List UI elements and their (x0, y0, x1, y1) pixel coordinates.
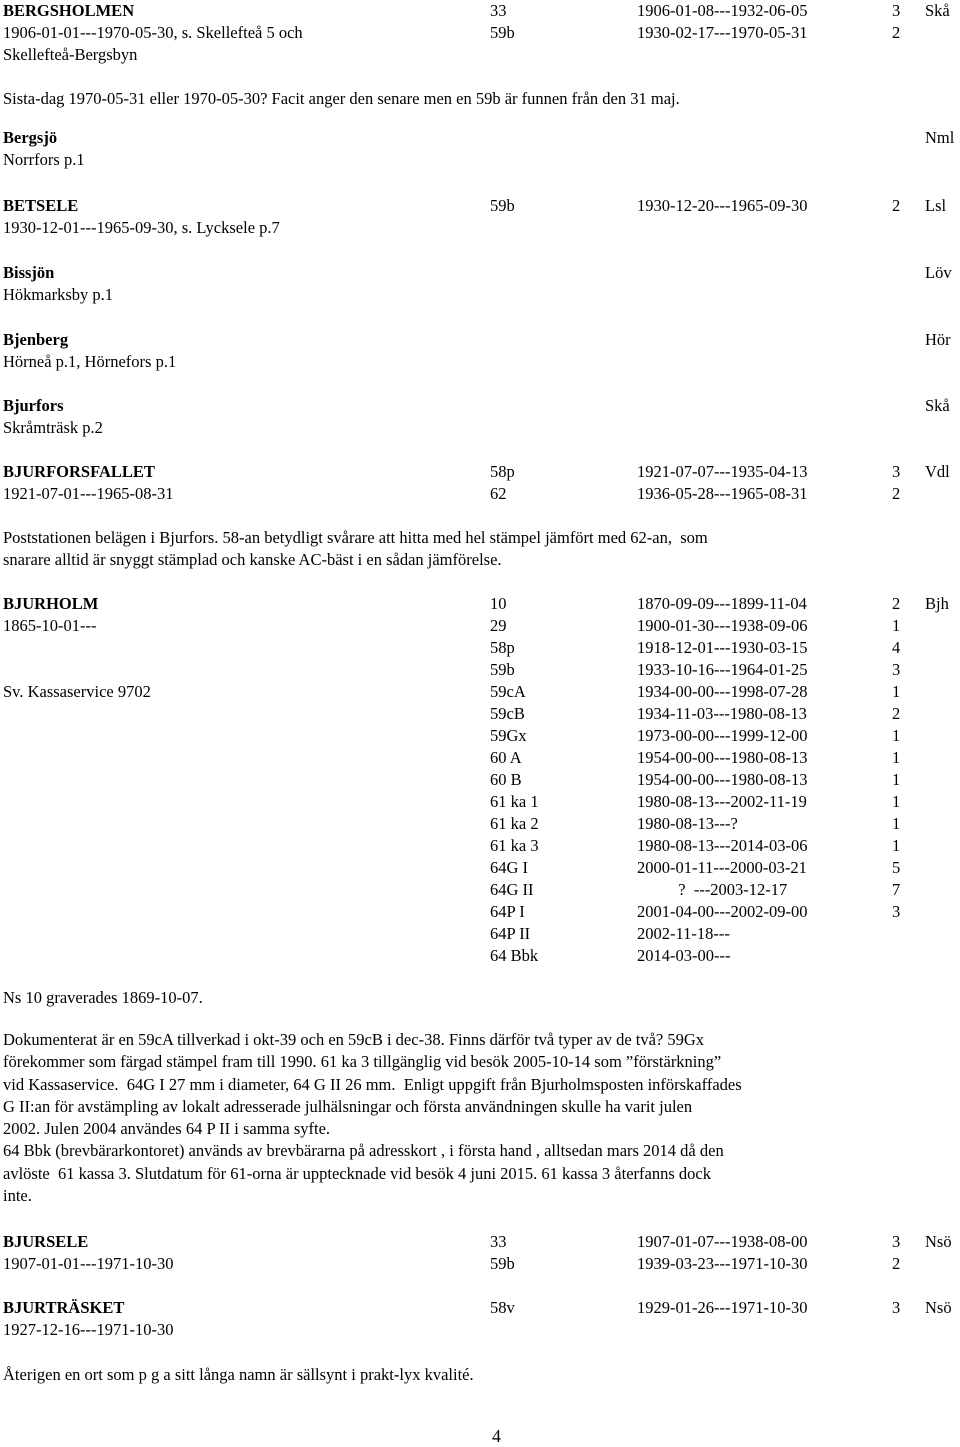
paragraph-line: Poststationen belägen i Bjurfors. 58-an betydligt svårare att hitta med hel stämpel jämfört med 62-an, som (3, 528, 708, 547)
entry-text: Skråmträsk p.2 (3, 418, 103, 437)
stamp-type: 33 (490, 1232, 507, 1251)
stamp-type: 64G I (490, 858, 529, 877)
region-code: Vdl (925, 462, 950, 481)
date-range: 1929-01-26---1971-10-30 (637, 1298, 808, 1317)
stamp-type: 10 (490, 594, 507, 613)
rarity-value: 3 (892, 660, 901, 679)
rarity-value: 2 (892, 704, 901, 723)
entry-text: Norrfors p.1 (3, 150, 85, 169)
entry-text: BETSELE (3, 196, 79, 215)
date-range: 1936-05-28---1965-08-31 (637, 484, 808, 503)
entry-text: 1921-07-01---1965-08-31 (3, 484, 174, 503)
stamp-type: 59b (490, 196, 515, 215)
stamp-type: 59cB (490, 704, 525, 723)
document-line (0, 88, 960, 110)
region-code: Skå (925, 1, 950, 20)
document-line (0, 217, 960, 239)
rarity-value: 3 (892, 1, 901, 20)
document-line (0, 791, 960, 813)
entry-text: Sv. Kassaservice 9702 (3, 682, 151, 701)
document-line (0, 637, 960, 659)
date-range: 1906-01-08---1932-06-05 (637, 1, 808, 20)
document-line (0, 813, 960, 835)
date-range: 1980-08-13---2002-11-19 (637, 792, 807, 811)
date-range: 1930-02-17---1970-05-31 (637, 23, 808, 42)
paragraph-line: 64 Bbk (brevbärarkontoret) används av brevbärarna på adresskort , i första hand , alltsedan mars 2014 då den (3, 1141, 724, 1161)
date-range: 2001-04-00---2002-09-00 (637, 902, 808, 921)
stamp-type: 60 A (490, 748, 522, 767)
rarity-value: 3 (892, 1232, 901, 1251)
document-line (0, 769, 960, 791)
document-line (0, 835, 960, 857)
stamp-type: 61 ka 1 (490, 792, 539, 811)
entry-text: Bergsjö (3, 128, 58, 147)
region-code: Hör (925, 330, 951, 349)
document-line (0, 461, 960, 483)
stamp-type: 58p (490, 462, 515, 481)
document-line (0, 901, 960, 923)
entry-text: Hökmarksby p.1 (3, 285, 113, 304)
stamp-type: 59b (490, 23, 515, 42)
date-range: 1870-09-09---1899-11-04 (637, 594, 807, 613)
rarity-value: 2 (892, 484, 901, 503)
document-line (0, 703, 960, 725)
rarity-value: 3 (892, 1298, 901, 1317)
entry-text: 1906-01-01---1970-05-30, s. Skellefteå 5 och (3, 23, 303, 42)
document-line (0, 22, 960, 44)
document-line (0, 879, 960, 901)
rarity-value: 1 (892, 836, 901, 855)
entry-text: 1930-12-01---1965-09-30, s. Lycksele p.7 (3, 218, 280, 237)
date-range: 1933-10-16---1964-01-25 (637, 660, 808, 679)
stamp-type: 64G II (490, 880, 534, 899)
rarity-value: 5 (892, 858, 901, 877)
document-line (0, 1253, 960, 1275)
entry-text: Bjenberg (3, 330, 69, 349)
paragraph-line: 2002. Julen 2004 användes 64 P II i samma syfte. (3, 1119, 331, 1139)
region-code: Skå (925, 396, 950, 415)
date-range: 2000-01-11---2000-03-21 (637, 858, 807, 877)
region-code: Nsö (925, 1232, 952, 1251)
paragraph-line: G II:an för avstämpling av lokalt adresserade julhälsningar och första användningen skulle ha varit julen (3, 1096, 693, 1116)
paragraph-line: Dokumenterat är en 59cA tillverkad i okt-39 och en 59cB i dec-38. Finns därför två typer av de två? 59Gx (3, 1030, 705, 1049)
document-line (0, 195, 960, 217)
stamp-type: 62 (490, 484, 507, 503)
rarity-value: 3 (892, 902, 901, 921)
document-line (0, 351, 960, 373)
paragraph-line: förekommer som färgad stämpel fram till 1990. 61 ka 3 tillgänglig vid besök 2005-10-14 som ”förstärkning” (3, 1052, 722, 1072)
document-line (0, 262, 960, 284)
stamp-type: 29 (490, 616, 507, 635)
rarity-value: 1 (892, 726, 901, 745)
entry-text: 1907-01-01---1971-10-30 (3, 1254, 174, 1273)
stamp-type: 59cA (490, 682, 526, 701)
stamp-type: 60 B (490, 770, 522, 789)
stamp-type: 64P I (490, 902, 525, 921)
document-line (0, 747, 960, 769)
date-range: 1918-12-01---1930-03-15 (637, 638, 808, 657)
document-line (0, 417, 960, 439)
document-line (0, 593, 960, 615)
region-code: Nsö (925, 1298, 952, 1317)
rarity-value: 2 (892, 594, 901, 613)
stamp-type: 64 Bbk (490, 946, 539, 965)
paragraph-line: snarare alltid är snyggt stämplad och kanske AC-bäst i en sådan jämförelse. (3, 550, 502, 570)
document-line (0, 329, 960, 351)
date-range: 1934-11-03---1980-08-13 (637, 704, 807, 723)
document-line (0, 987, 960, 1009)
document-line (0, 1364, 960, 1386)
rarity-value: 4 (892, 638, 901, 657)
document-line (0, 725, 960, 747)
date-range: 1954-00-00---1980-08-13 (637, 748, 808, 767)
date-range: 1980-08-13---2014-03-06 (637, 836, 808, 855)
entry-text: Sista-dag 1970-05-31 eller 1970-05-30? Facit anger den senare men en 59b är funnen från den 31 maj. (3, 89, 680, 108)
entry-text: BJURHOLM (3, 594, 99, 613)
rarity-value: 1 (892, 770, 901, 789)
date-range: 1939-03-23---1971-10-30 (637, 1254, 808, 1273)
region-code: Bjh (925, 594, 949, 613)
rarity-value: 2 (892, 196, 901, 215)
entry-text: 1927-12-16---1971-10-30 (3, 1320, 174, 1339)
document-line (0, 1231, 960, 1253)
document-line (0, 483, 960, 505)
stamp-type: 61 ka 2 (490, 814, 539, 833)
date-range: 1907-01-07---1938-08-00 (637, 1232, 808, 1251)
document-line (0, 1319, 960, 1341)
date-range: 1934-00-00---1998-07-28 (637, 682, 808, 701)
rarity-value: 2 (892, 1254, 901, 1273)
region-code: Löv (925, 263, 952, 282)
paragraph-line: inte. (3, 1186, 32, 1206)
rarity-value: 1 (892, 792, 901, 811)
document-line (0, 615, 960, 637)
stamp-type: 61 ka 3 (490, 836, 539, 855)
rarity-value: 3 (892, 462, 901, 481)
date-range: ? ---2003-12-17 (637, 880, 788, 899)
date-range: 1930-12-20---1965-09-30 (637, 196, 808, 215)
entry-text: Skellefteå-Bergsbyn (3, 45, 138, 64)
rarity-value: 7 (892, 880, 901, 899)
entry-text: BERGSHOLMEN (3, 1, 135, 20)
date-range: 2002-11-18--- (637, 924, 730, 943)
document-line (0, 149, 960, 171)
document-line (0, 395, 960, 417)
entry-text: Bissjön (3, 263, 55, 282)
document-line (0, 659, 960, 681)
entry-text: Återigen en ort som p g a sitt långa namn är sällsynt i prakt-lyx kvalité. (3, 1365, 474, 1384)
page-number: 4 (492, 1426, 501, 1446)
stamp-type: 59b (490, 1254, 515, 1273)
date-range: 1980-08-13---? (637, 814, 738, 833)
date-range: 2014-03-00--- (637, 946, 731, 965)
stamp-type: 58v (490, 1298, 515, 1317)
stamp-type: 64P II (490, 924, 531, 943)
document-line (0, 923, 960, 945)
entry-text: BJURTRÄSKET (3, 1298, 125, 1317)
document-line (0, 127, 960, 149)
rarity-value: 1 (892, 814, 901, 833)
date-range: 1973-00-00---1999-12-00 (637, 726, 808, 745)
document-line (0, 945, 960, 967)
region-code: Nml (925, 128, 955, 147)
document-line (0, 284, 960, 306)
document-line (0, 1297, 960, 1319)
rarity-value: 2 (892, 23, 901, 42)
stamp-type: 59Gx (490, 726, 527, 745)
stamp-type: 58p (490, 638, 515, 657)
entry-text: BJURSELE (3, 1232, 89, 1251)
rarity-value: 1 (892, 748, 901, 767)
paragraph-line: avlöste 61 kassa 3. Slutdatum för 61-orna är upptecknade vid besök 4 juni 2015. 61 kassa 3 återfanns dock (3, 1163, 711, 1183)
entry-text: BJURFORSFALLET (3, 462, 155, 481)
note-paragraph (3, 1029, 893, 1207)
date-range: 1954-00-00---1980-08-13 (637, 770, 808, 789)
rarity-value: 1 (892, 682, 901, 701)
date-range: 1921-07-07---1935-04-13 (637, 462, 808, 481)
entry-text: Ns 10 graverades 1869-10-07. (3, 988, 203, 1007)
date-range: 1900-01-30---1938-09-06 (637, 616, 808, 635)
region-code: Lsl (925, 196, 947, 215)
paragraph-line: vid Kassaservice. 64G I 27 mm i diameter, 64 G II 26 mm. Enligt uppgift från Bjurholmsposten införskaffades (3, 1074, 742, 1094)
document-line (0, 0, 960, 22)
document-line (0, 44, 960, 66)
stamp-type: 33 (490, 1, 507, 20)
stamp-type: 59b (490, 660, 515, 679)
entry-text: 1865-10-01--- (3, 616, 97, 635)
document-line (0, 681, 960, 703)
entry-text: Hörneå p.1, Hörnefors p.1 (3, 352, 177, 371)
entry-text: Bjurfors (3, 396, 64, 415)
rarity-value: 1 (892, 616, 901, 635)
document-line (0, 857, 960, 879)
note-paragraph (3, 527, 893, 572)
